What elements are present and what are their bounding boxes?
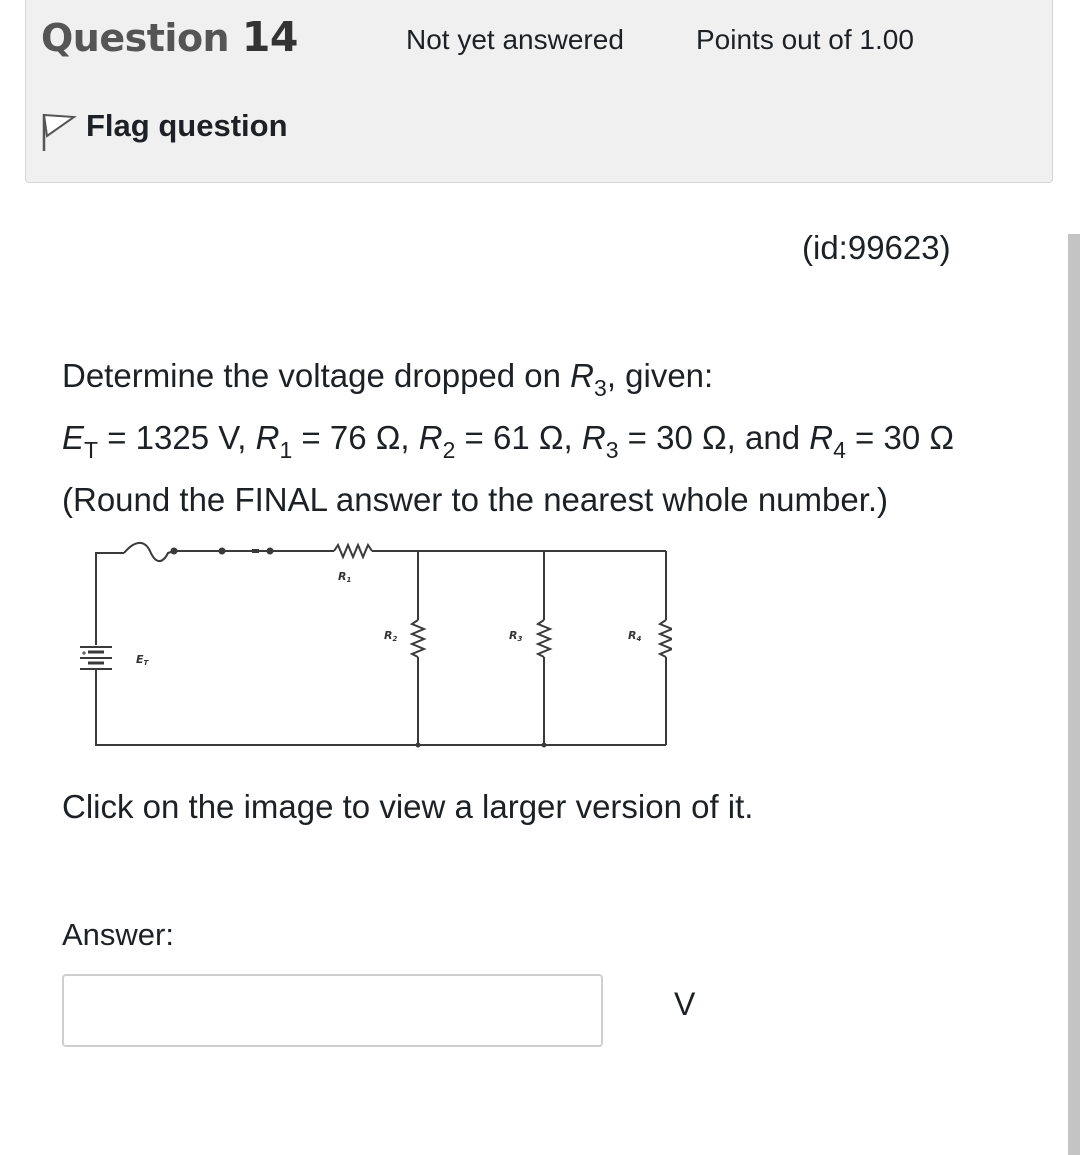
given-subscript: 4 (833, 437, 846, 463)
given-subscript: T (84, 437, 99, 463)
page-scrollbar[interactable] (1068, 234, 1080, 1155)
question-prompt: Determine the voltage dropped on $R_3$, given: (62, 357, 714, 401)
given-variable: R (581, 419, 606, 456)
question-grade: Points out of 1.00 (696, 24, 914, 55)
given-variable: R (418, 419, 443, 456)
question-id: (id:99623) (802, 229, 951, 266)
circuit-diagram-image[interactable] (62, 537, 672, 752)
given-subscript: 3 (605, 437, 619, 463)
question-number (41, 13, 298, 61)
given-value: = 30 Ω, and (618, 419, 810, 456)
image-click-note: Click on the image to view a larger version of it. (62, 788, 754, 825)
answer-label: Answer: (62, 917, 174, 952)
r2-zigzag (412, 620, 424, 657)
flag-icon (40, 108, 78, 152)
question-number-value: 14 (241, 13, 298, 61)
given-subscript: 2 (442, 437, 456, 463)
given-variable: R (809, 419, 834, 456)
r4-label: R4 (628, 629, 642, 643)
given-value: = 1325 V, (98, 419, 256, 456)
r1-zigzag (334, 545, 372, 557)
rounding-note: (Round the FINAL answer to the nearest whole number.) (62, 481, 889, 518)
answer-unit: V (674, 986, 696, 1022)
r3-label: R3 (509, 629, 523, 643)
given-value: = 76 Ω, (292, 419, 419, 456)
question-givens (62, 419, 955, 463)
top-wire-segment (124, 543, 174, 561)
given-value: = 30 Ω (845, 419, 955, 456)
r2-label: R2 (384, 629, 398, 643)
r3-zigzag (538, 620, 550, 657)
given-value: = 61 Ω, (455, 419, 582, 456)
question-state: Not yet answered (406, 24, 624, 55)
given-subscript: 1 (279, 437, 293, 463)
flag-question-label: Flag question (86, 108, 288, 143)
r1-label: R1 (338, 570, 352, 584)
top-wire (96, 553, 124, 642)
question-word: Question (41, 16, 230, 60)
r4-zigzag (660, 620, 672, 657)
answer-input[interactable] (62, 974, 603, 1047)
source-label: ET (136, 653, 149, 667)
given-variable: R (255, 419, 280, 456)
given-variable: E (62, 419, 85, 456)
flag-question-button[interactable] (40, 108, 288, 152)
